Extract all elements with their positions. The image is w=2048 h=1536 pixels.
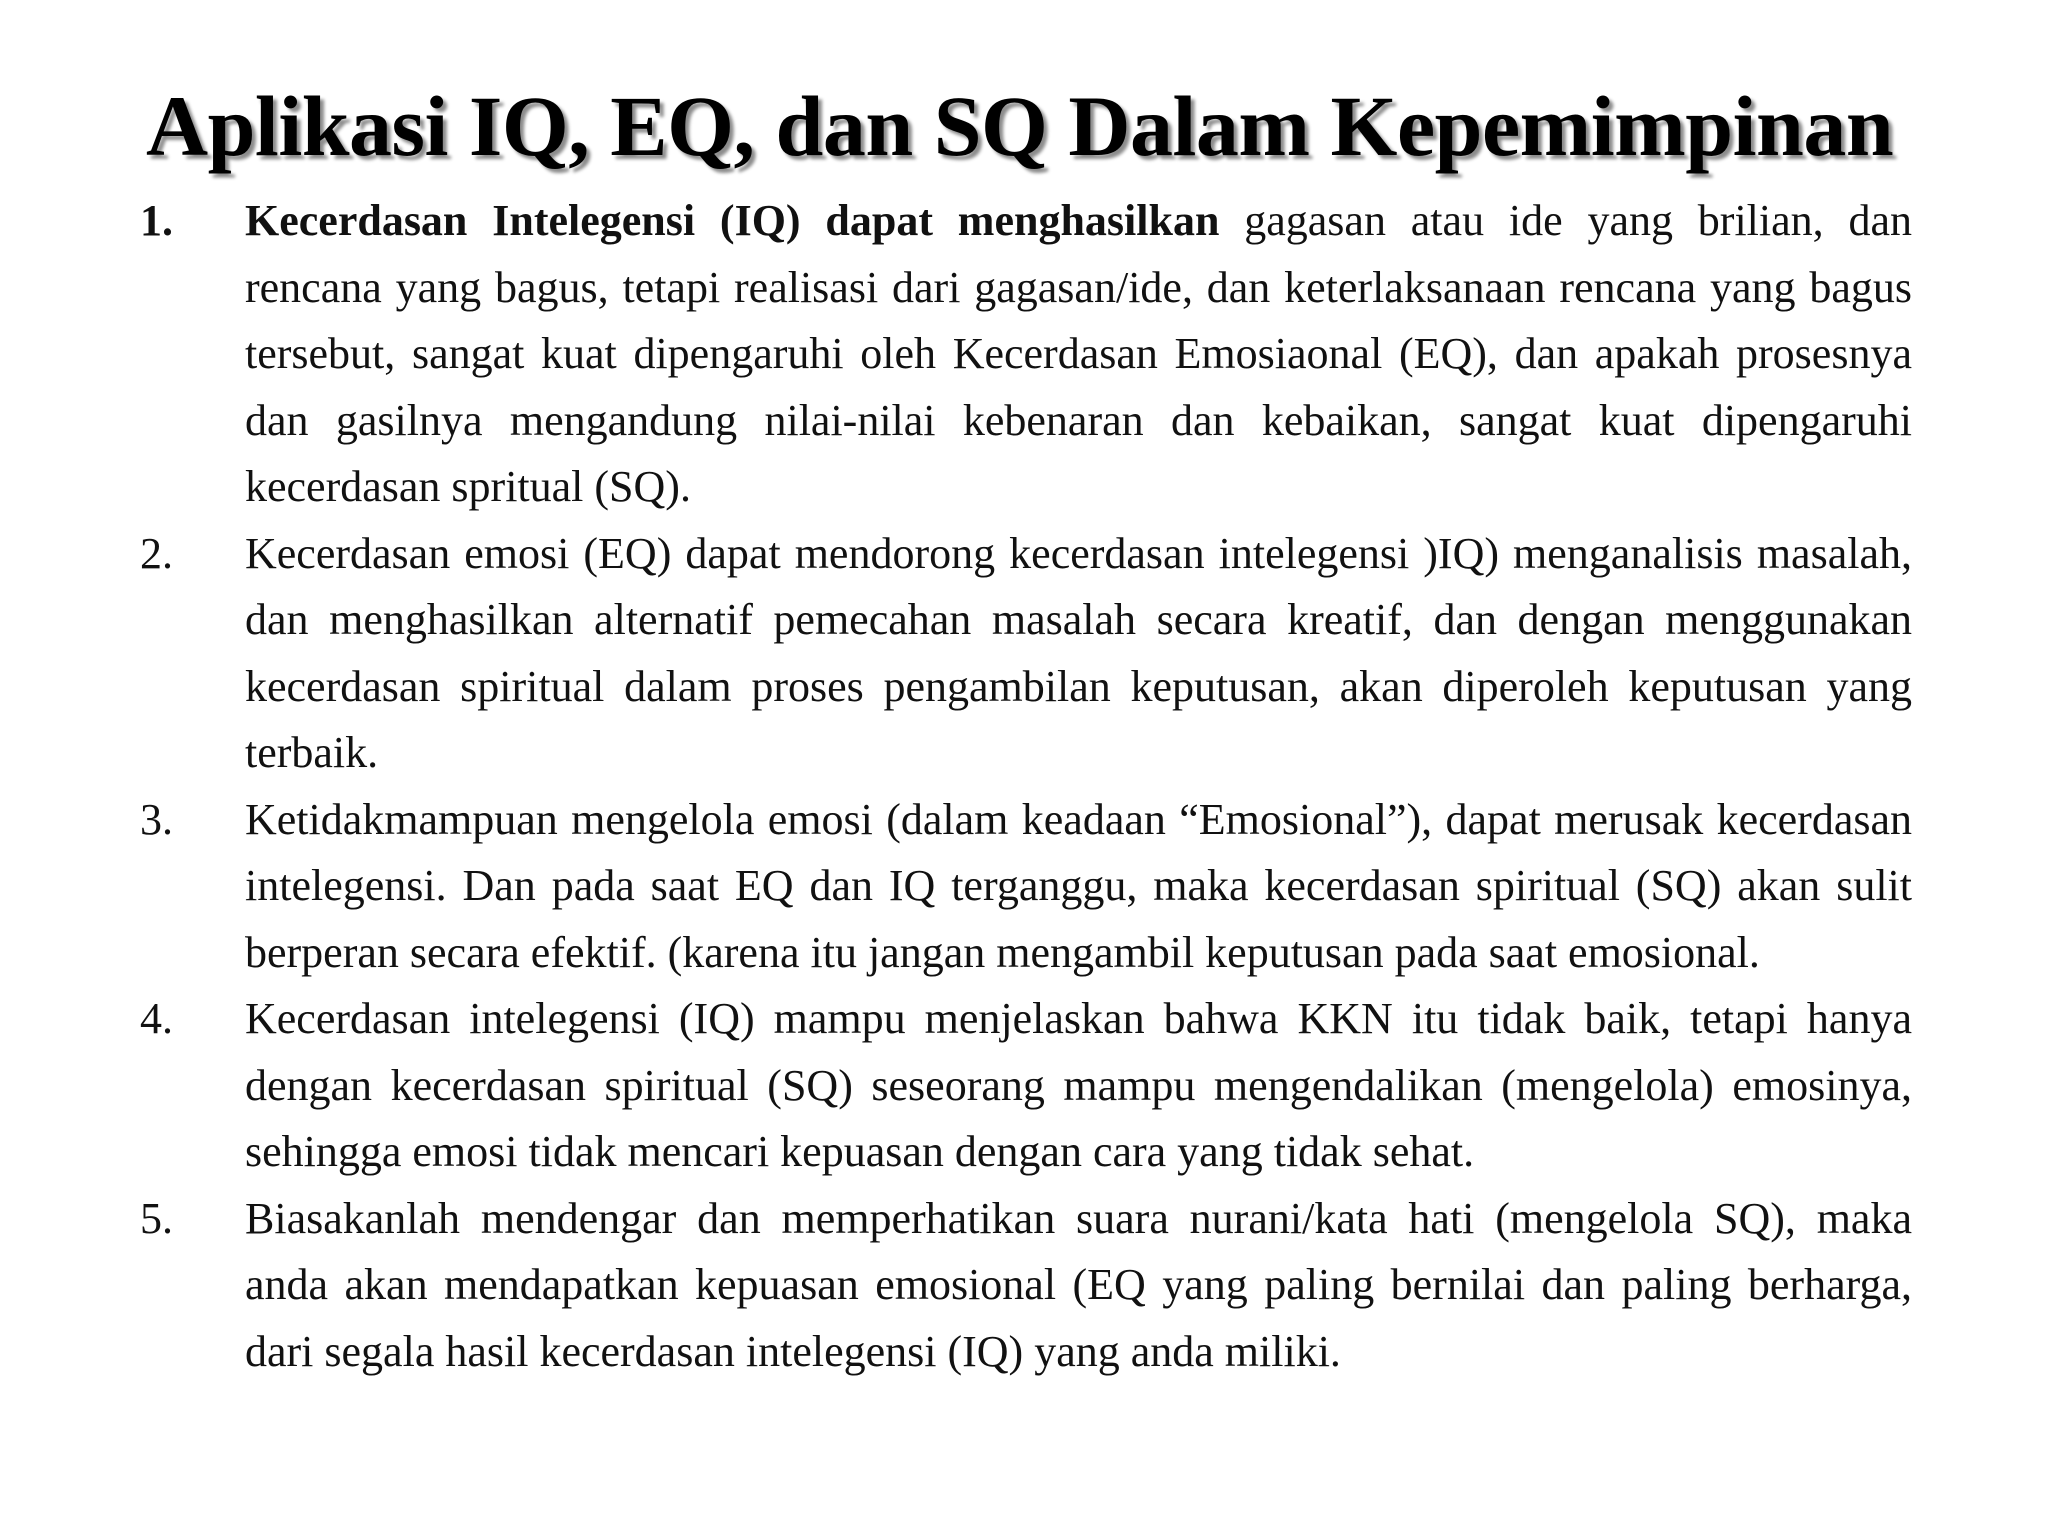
list-item-text: Ketidakmampuan mengelola emosi (dalam keadaan “Emosional”), dapat merusak kecerdasan intelegensi. Dan pada saat EQ dan IQ terganggu, maka kecerdasan spiritual (SQ) akan sulit berperan secara efektif. (karena itu jangan mengambil keputusan pada saat emosional. [245, 794, 1912, 977]
list-item-text: Biasakanlah mendengar dan memperhatikan suara nurani/kata hati (mengelola SQ), maka anda akan mendapatkan kepuasan emosional (EQ yang paling bernilai dan paling berharga, dari segala hasil kecerdasan intelegensi (IQ) yang anda miliki. [245, 1193, 1912, 1376]
list-item-body-text: gagasan atau ide yang brilian, dan rencana yang bagus, tetapi realisasi dari gagasan/ide, dan keterlaksanaan rencana yang bagus tersebut, sangat kuat dipengaruhi oleh Kecerdasan Emosiaonal (EQ), dan apakah prosesnya dan gasilnya mengandung nilai-nilai kebenaran dan kebaikan, sangat kuat dipengaruhi kecerdasan spritual (SQ). [245, 196, 1912, 511]
slide-title: Aplikasi IQ, EQ, dan SQ Dalam Kepemimpinan [146, 78, 1894, 174]
list-item [140, 787, 1912, 987]
list-item [140, 188, 1912, 521]
list-item-number: 4. [140, 994, 173, 1043]
numbered-list [140, 188, 1912, 1385]
list-item-bold-text: Kecerdasan Intelegensi (IQ) dapat menghasilkan [245, 196, 1220, 245]
list-item [140, 521, 1912, 787]
list-item-number: 3. [140, 794, 173, 844]
list-item-text: Kecerdasan emosi (EQ) dapat mendorong kecerdasan intelegensi )IQ) menganalisis masalah, dan menghasilkan alternatif pemecahan masalah secara kreatif, dan dengan menggunakan kecerdasan spiritual dalam proses pengambilan keputusan, akan diperoleh keputusan yang terbaik. [245, 528, 1912, 777]
list-item-number: 2. [140, 528, 173, 578]
list-item-number: 5. [140, 1193, 173, 1243]
list-item-text [245, 196, 1912, 511]
list-item [140, 1186, 1912, 1386]
list-item-number: 1. [140, 196, 173, 245]
list-item [140, 986, 1912, 1186]
list-item-text: Kecerdasan intelegensi (IQ) mampu menjelaskan bahwa KKN itu tidak baik, tetapi hanya dengan kecerdasan spiritual (SQ) seseorang mampu mengendalikan (mengelola) emosinya, sehingga emosi tidak mencari kepuasan dengan cara yang tidak sehat. [245, 994, 1912, 1176]
